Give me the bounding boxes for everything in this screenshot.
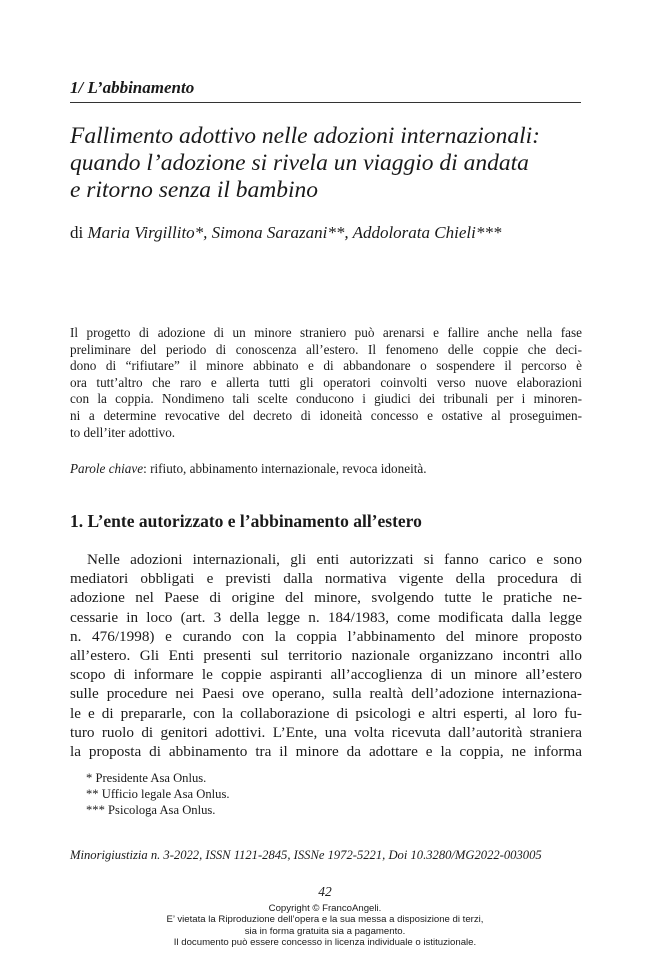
footnote: *** Psicologa Asa Onlus. bbox=[86, 803, 216, 817]
body-line: la proposta di abbinamento tra il minore da adottare e la coppia, ne informa bbox=[70, 743, 582, 761]
footnote: ** Ufficio legale Asa Onlus. bbox=[86, 787, 230, 801]
section-header: 1/ L’abbinamento bbox=[70, 78, 581, 103]
keywords-label: Parole chiave bbox=[70, 461, 144, 476]
copyright-line: sia in forma gratuita sia a pagamento. bbox=[244, 925, 406, 937]
abstract-line: ni a determine revocative del decreto di idoneità concesso e ostative al proseguimen- bbox=[70, 407, 582, 423]
body-line: mediatori obbligati e previsti dalla normativa vigente della procedura di bbox=[70, 570, 582, 588]
body-line: n. 476/1998) e curando con la coppia l’abbinamento del minore proposto bbox=[70, 627, 582, 645]
body-line: le e di prepararle, con la collaborazione di psicologi e altri esperti, al loro fu- bbox=[70, 704, 582, 722]
article-title-line: Fallimento adottivo nelle adozioni internazionali: bbox=[70, 123, 540, 149]
article-title-line: e ritorno senza il bambino bbox=[70, 177, 319, 203]
abstract-line: to dell’iter adottivo. bbox=[70, 424, 176, 440]
copyright-line: E’ vietata la Riproduzione dell’opera e la sua messa a disposizione di terzi, bbox=[166, 914, 484, 926]
keywords bbox=[70, 461, 427, 477]
footnotes bbox=[86, 770, 230, 818]
abstract bbox=[70, 325, 582, 441]
abstract-line: con la coppia. Nondimeno tali scelte conducono i giudici dei tribunali per i minoren- bbox=[70, 391, 582, 407]
abstract-line: ora tutt’altro che raro e allerta tutti gli operatori coinvolti verso nuove elaborazioni bbox=[70, 374, 582, 390]
copyright-line: Il documento può essere concesso in licenza individuale o istituzionale. bbox=[173, 937, 477, 949]
article-title bbox=[70, 123, 600, 204]
keywords-text: : rifiuto, abbinamento internazionale, revoca idoneità. bbox=[143, 461, 427, 476]
section-title: 1. L’ente autorizzato e l’abbinamento all’estero bbox=[70, 511, 422, 531]
body-line: adozione nel Paese di origine del minore, svolgendo tutte le pratiche ne- bbox=[70, 589, 582, 607]
footnote: * Presidente Asa Onlus. bbox=[86, 771, 207, 785]
authors-names: Maria Virgillito*, Simona Sarazani**, Addolorata Chieli*** bbox=[87, 223, 502, 242]
copyright-notice bbox=[0, 903, 650, 949]
body-paragraph bbox=[70, 550, 582, 761]
authors-line bbox=[70, 223, 501, 243]
body-line: cessarie in loco (art. 3 della legge n. 184/1983, come modificata dalla legge bbox=[70, 608, 582, 626]
body-line: all’estero. Gli Enti presenti sul territorio nazionale organizzano incontri allo bbox=[70, 647, 582, 665]
body-line: turo ruolo di genitori adottivi. L’Ente, una volta ricevuta dall’autorità straniera bbox=[70, 723, 582, 741]
abstract-line: preliminare del periodo di conoscenza all’estero. Il fenomeno delle coppie che deci- bbox=[70, 341, 582, 357]
authors-prefix: di bbox=[70, 223, 88, 242]
journal-citation: Minorigiustizia n. 3-2022, ISSN 1121-2845, ISSNe 1972-5221, Doi 10.3280/MG2022-003005 bbox=[70, 848, 542, 862]
abstract-line: Il progetto di adozione di un minore straniero può arenarsi e fallire anche nella fase bbox=[70, 325, 582, 340]
article-title-line: quando l’adozione si rivela un viaggio di andata bbox=[70, 150, 529, 176]
body-line: sulle procedure nei Paesi ove operano, sulla realtà dell’adozione internaziona- bbox=[70, 685, 582, 703]
page-number: 42 bbox=[318, 884, 332, 899]
copyright-line: Copyright © FrancoAngeli. bbox=[268, 903, 382, 914]
abstract-line: dono di “rifiutare” il minore abbinato e di abbandonare o sospendere il percorso è bbox=[70, 358, 582, 374]
body-line: Nelle adozioni internazionali, gli enti autorizzati si fanno carico e sono bbox=[87, 551, 582, 568]
body-line: scopo di informare le coppie aspiranti all’accoglienza di un minore all’estero bbox=[70, 666, 582, 684]
